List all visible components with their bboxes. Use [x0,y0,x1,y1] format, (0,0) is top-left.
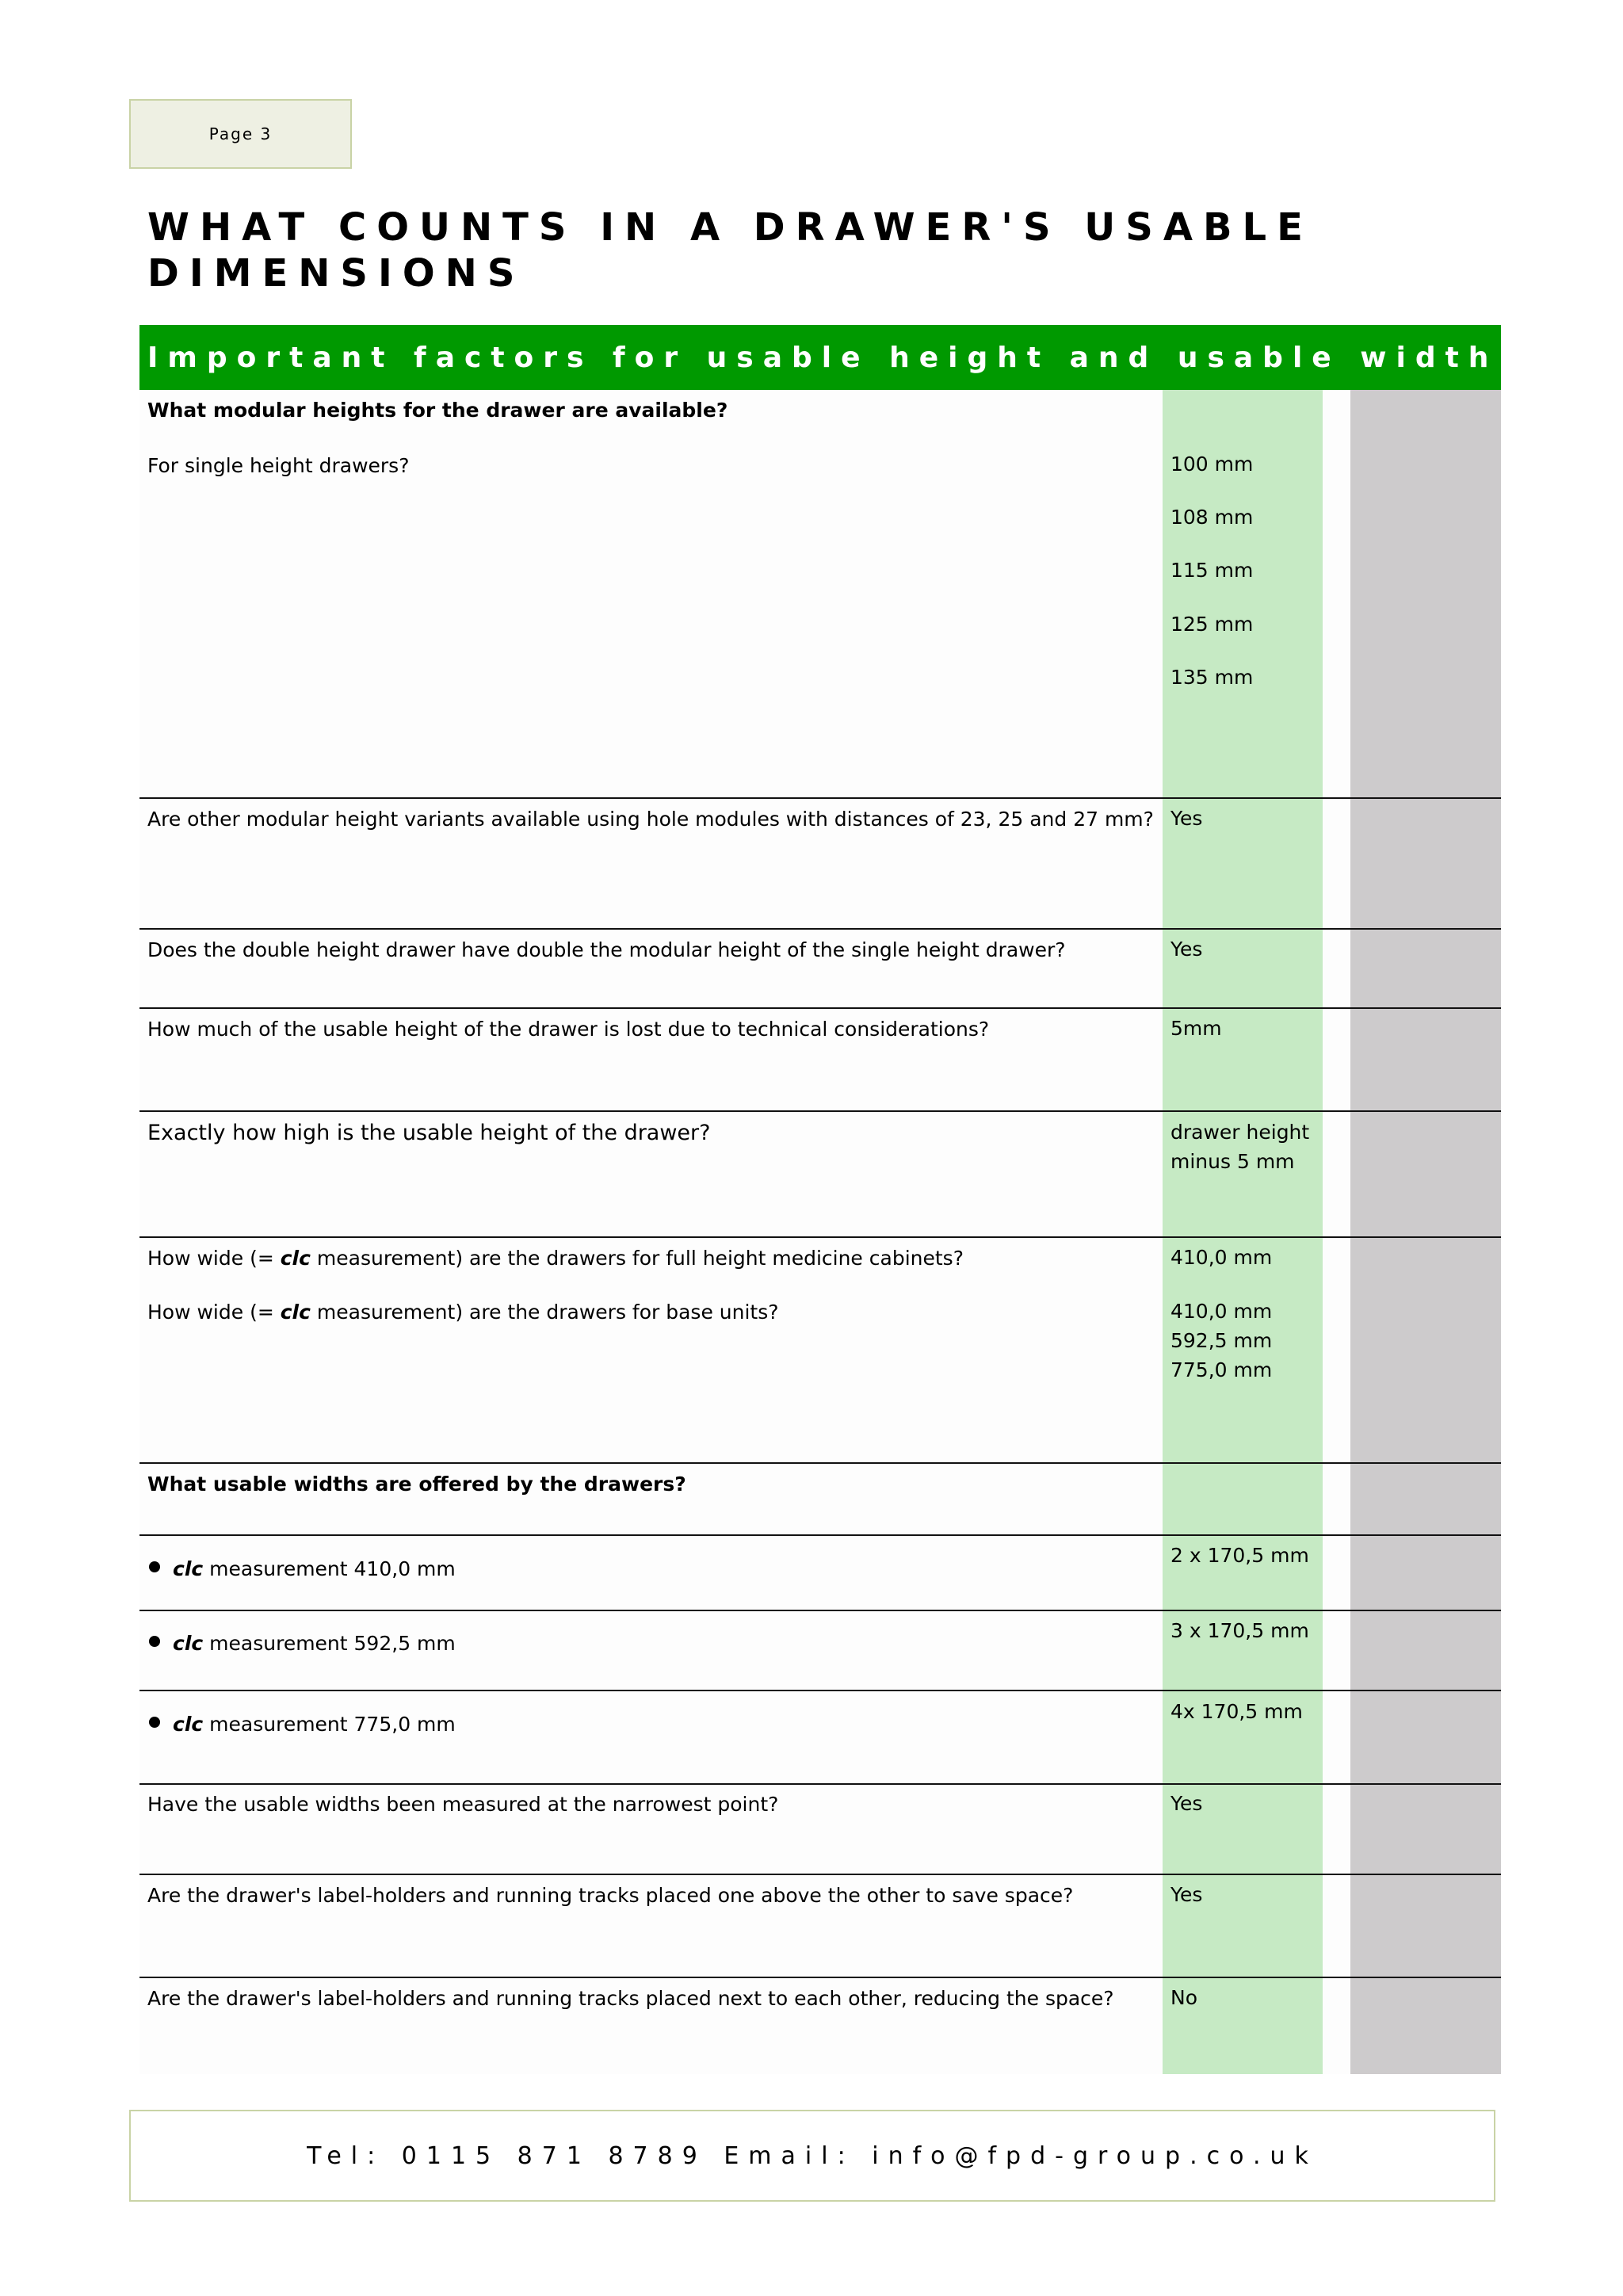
notes-column [1350,390,1501,2074]
question-text: Are the drawer's label-holders and running tracks placed next to each other, reducing the space? [147,1987,1114,2010]
question-part: measurement 592,5 mm [203,1632,456,1655]
question-text: How much of the usable height of the drawer is lost due to technical considerations? [147,1018,990,1041]
row-divider [139,1007,1501,1009]
clc-term: clc [173,1557,204,1580]
row-divider [139,797,1501,799]
answer-value: 115 mm [1170,559,1254,582]
bullet-icon [149,1561,160,1572]
question-text: Are other modular height variants available using hole modules with distances of 23, 25 and 27 mm? [147,808,1154,831]
answer-value: Yes [1170,1883,1203,1906]
answer-value: 410,0 mm [1170,1300,1273,1323]
question-heading: What modular heights for the drawer are available? [147,399,728,422]
row-divider [139,1462,1501,1464]
row-divider [139,1690,1501,1691]
clc-term: clc [280,1247,311,1270]
answer-value: 4x 170,5 mm [1170,1700,1303,1723]
row-divider [139,1977,1501,1978]
row-divider [139,1110,1501,1112]
bullet-text [173,1557,456,1580]
question-heading: What usable widths are offered by the drawers? [147,1473,686,1496]
answer-value: 108 mm [1170,506,1254,529]
bullet-icon [149,1636,160,1647]
contact-footer: Tel: 0115 871 8789 Email: info@fpd-group.co.uk [129,2110,1495,2202]
row-divider [139,1610,1501,1611]
answer-value: Yes [1170,807,1203,830]
question-text: For single height drawers? [147,454,410,477]
row-divider [139,928,1501,930]
row-divider [139,1874,1501,1875]
question-text: Have the usable widths been measured at the narrowest point? [147,1793,779,1816]
question-part: How wide (= [147,1301,281,1324]
answer-column [1163,390,1323,2074]
bullet-icon [149,1717,160,1728]
question-part: How wide (= [147,1247,281,1270]
bullet-text [173,1713,456,1736]
answer-value: Yes [1170,938,1203,961]
answer-value: drawer height [1170,1121,1310,1144]
question-part: measurement) are the drawers for base units? [310,1301,779,1324]
row-divider [139,1534,1501,1536]
question-part: measurement 775,0 mm [203,1713,456,1736]
clc-term: clc [173,1713,204,1736]
answer-value: Yes [1170,1792,1203,1815]
clc-term: clc [173,1632,204,1655]
answer-value: 410,0 mm [1170,1246,1273,1269]
page-title: WHAT COUNTS IN A DRAWER'S USABLE DIMENSIONS [147,205,1313,296]
row-divider [139,1783,1501,1785]
answer-value: 135 mm [1170,666,1254,689]
question-text [147,1247,964,1270]
section-subtitle: Important factors for usable height and usable width. [139,325,1501,390]
answer-value: 2 x 170,5 mm [1170,1544,1309,1567]
answer-value: 775,0 mm [1170,1358,1273,1381]
row-divider [139,1236,1501,1238]
question-text [147,1301,779,1324]
question-text: Does the double height drawer have double the modular height of the single height drawer? [147,938,1066,961]
answer-value: 100 mm [1170,453,1254,476]
clc-term: clc [280,1301,311,1324]
answer-value: 592,5 mm [1170,1329,1273,1352]
question-text: Are the drawer's label-holders and running tracks placed one above the other to save space? [147,1884,1074,1907]
answer-value: minus 5 mm [1170,1150,1295,1173]
page-label: Page 3 [129,99,352,169]
answer-value: 125 mm [1170,613,1254,636]
bullet-text [173,1632,456,1655]
question-text: Exactly how high is the usable height of the drawer? [147,1121,711,1145]
answer-value: 3 x 170,5 mm [1170,1619,1309,1642]
answer-value: No [1170,1986,1197,2009]
answer-value: 5mm [1170,1017,1222,1040]
question-part: measurement 410,0 mm [203,1557,456,1580]
question-part: measurement) are the drawers for full height medicine cabinets? [310,1247,964,1270]
